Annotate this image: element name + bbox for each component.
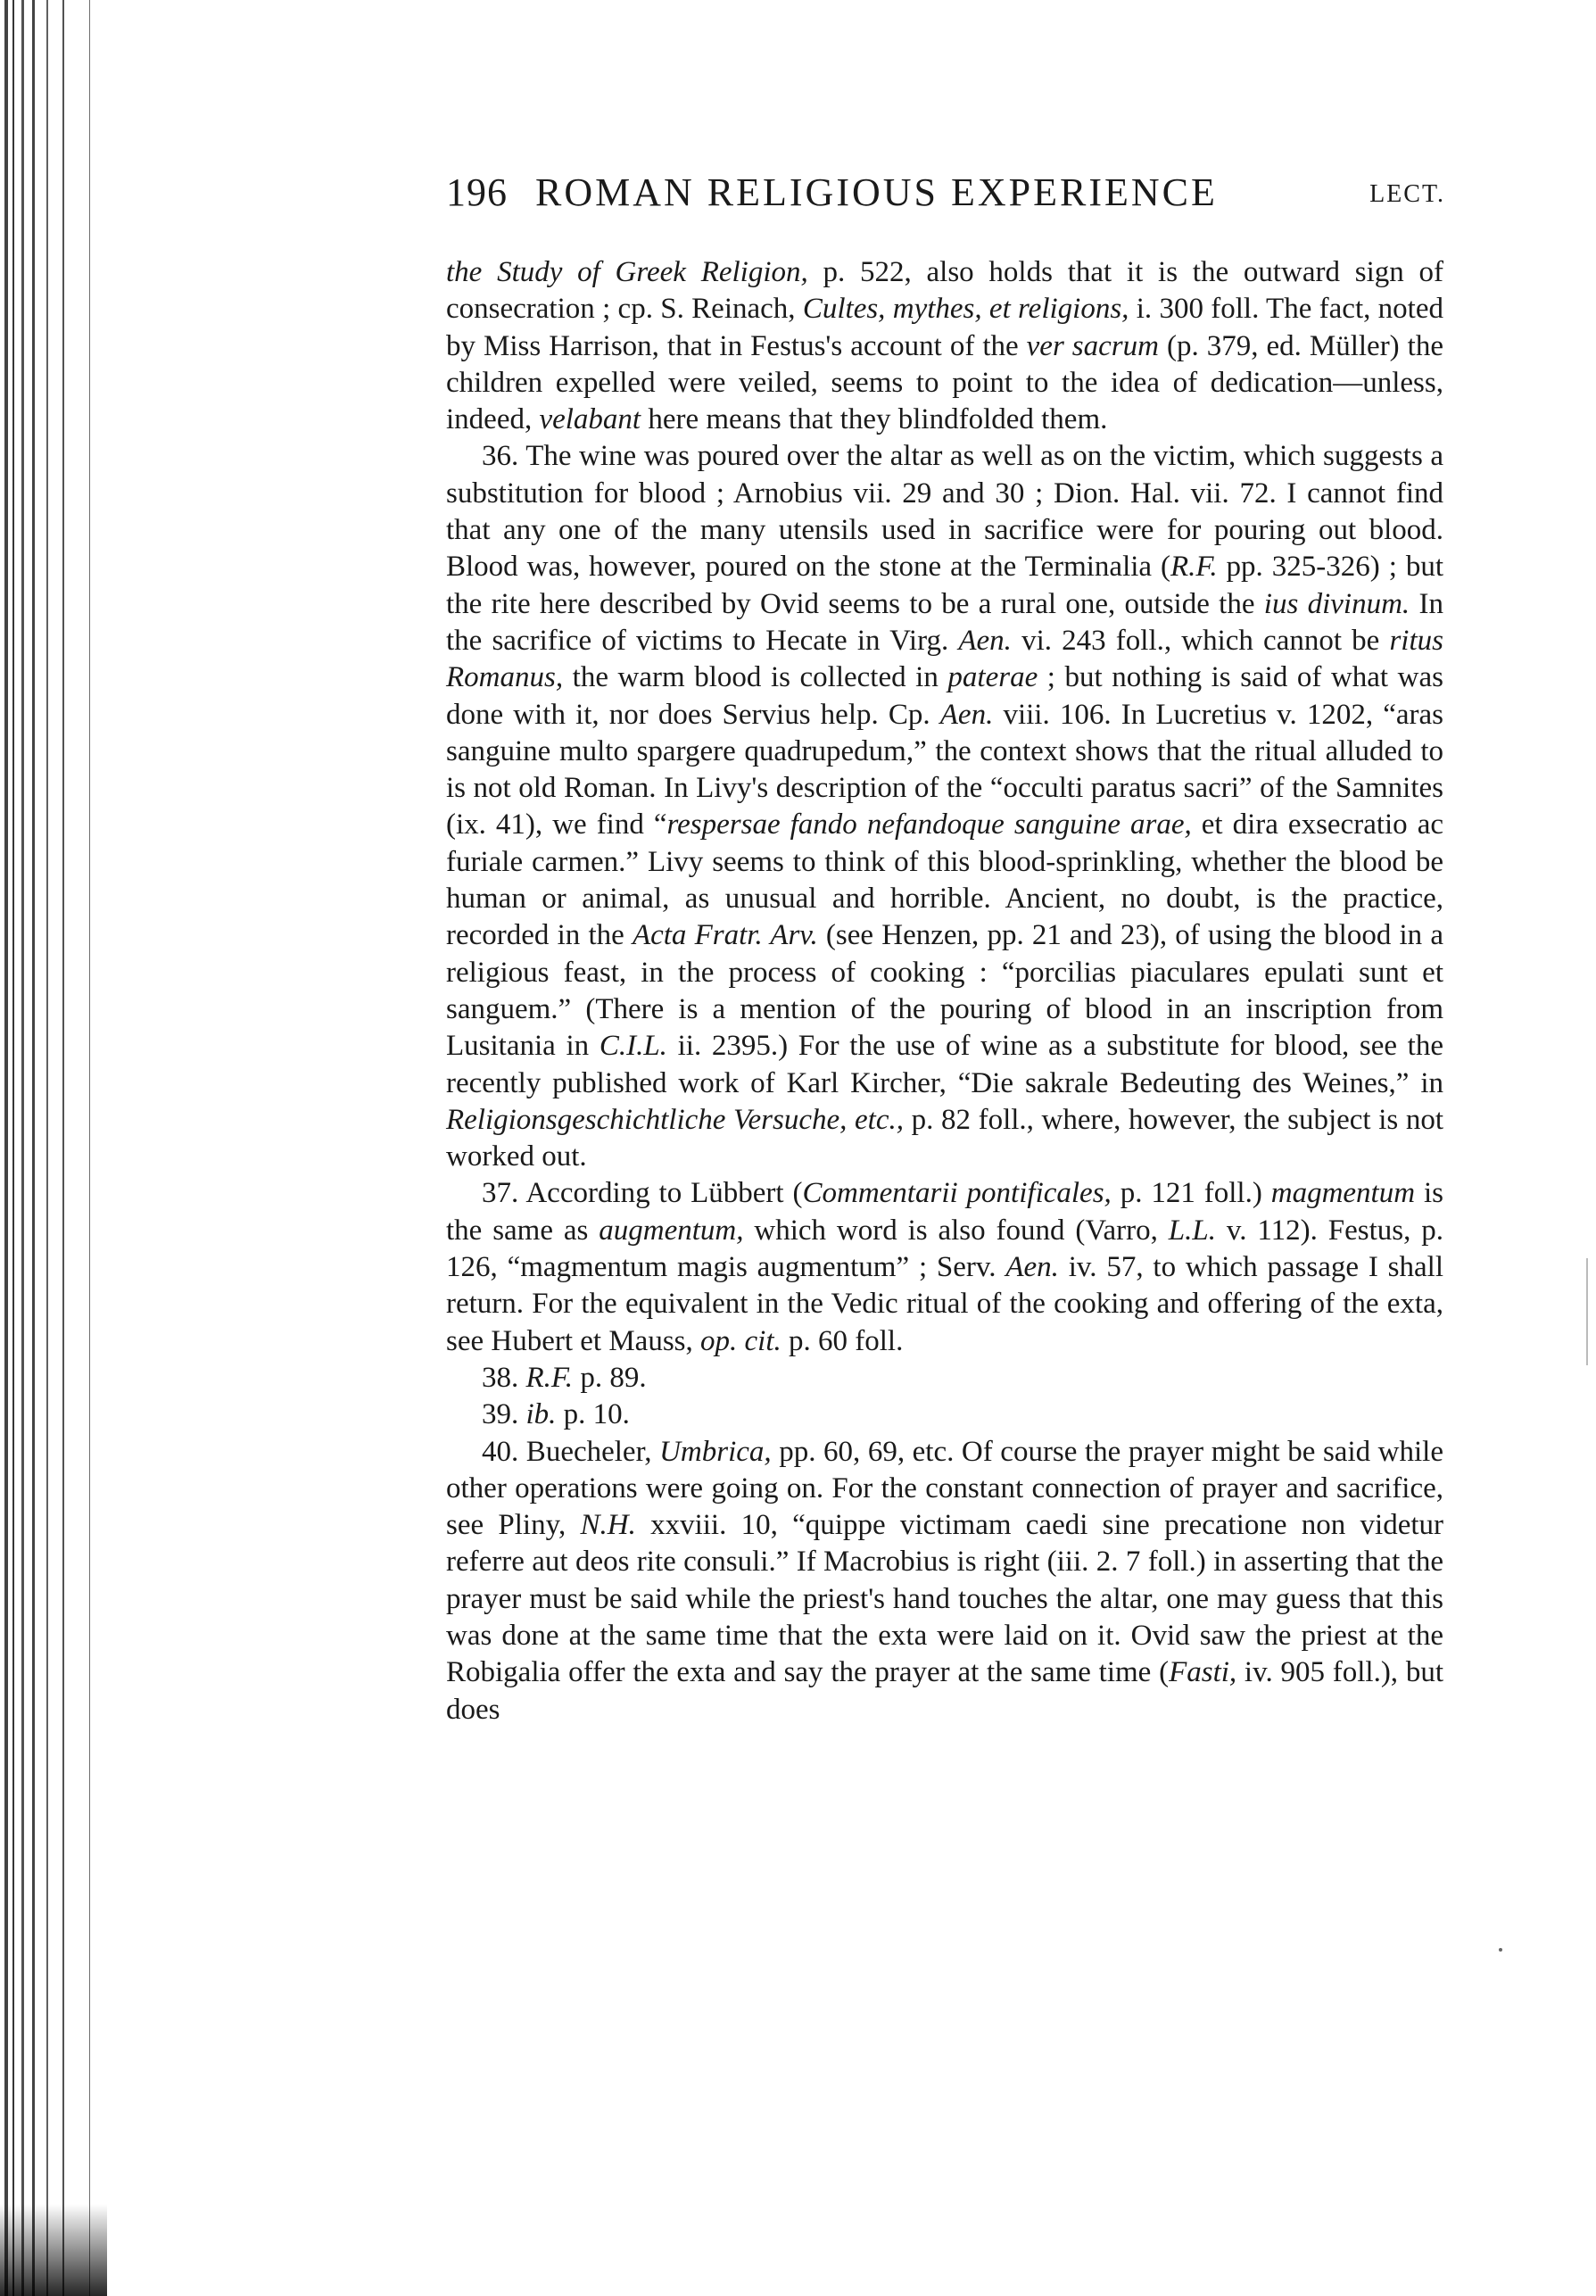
italic-run: L.L. [1168,1214,1217,1247]
note-40 [446,1434,1443,1728]
note-37 [446,1175,1443,1359]
italic-run: C.I.L. [599,1030,667,1063]
text-run: 36. The wine was poured over the altar as well as on the victim, which suggests a substitution for blood ; Arnobius vii. 29 and 30 ; Dion. Hal. vii. 72. I cannot find that any one of the many utensils used in sacrifice were for pouring out blood. Blood was, however, poured on the stone at the Terminalia ( [446,440,1443,584]
italic-run: magmentum [1270,1177,1416,1210]
italic-run: Religionsgeschichtliche Versuche, etc., [446,1103,904,1136]
note-38 [446,1360,1443,1397]
italic-run: op. cit. [700,1324,781,1357]
text-run: ; but nothing is said of what was done with it, nor does Servius help. Cp. [446,661,1443,731]
text-run: which word is also found (Varro, [743,1214,1169,1247]
page-binding-edge [0,0,120,2296]
margin-mark [1586,1258,1588,1365]
text-run: ii. 2395.) For the use of wine as a substitute for blood, see the recently published work of Karl Kircher, “Die sakrale Bedeuting des Weines,” in [446,1030,1443,1099]
running-title: ROMAN RELIGIOUS EXPERIENCE [535,170,1218,214]
italic-run: ver sacrum [1026,329,1159,362]
text-run: p. 82 foll., where, however, the subject is not worked out. [446,1103,1443,1173]
text-run: iv. 905 foll.), but does [446,1656,1443,1726]
italic-run: Commentarii pontificales, [802,1177,1112,1210]
text-run: 40. Buecheler, [482,1435,660,1468]
lecture-label: LECT. [1369,180,1445,208]
notes-text [446,254,1443,1728]
note-paragraph [446,254,1443,438]
text-run: (see Henzen, pp. 21 and 23), of using the blood in a religious feast, in the process of cooking : “porcilias piaculares epulati sunt et sanguem.” (There is a mention of the pouring of blood in an inscription from Lusitania in [446,919,1443,1063]
text-run: the warm blood is collected in [563,661,948,694]
text-run: 39. [482,1398,526,1431]
text-run: v. 112). Festus, p. 126, “magmentum magis augmentum” ; Serv. [446,1214,1443,1284]
note-36 [446,438,1443,1175]
italic-run: respersae fando nefandoque sanguine arae, [666,808,1192,841]
binding-shadow [0,2204,107,2296]
italic-run: R.F. [525,1361,574,1394]
text-run: iv. 57, to which passage I shall return. For the equivalent in the Vedic ritual of the cooking and offering of the exta, see Hubert et Mauss, [446,1251,1443,1357]
italic-run: Acta Fratr. Arv. [632,919,818,952]
italic-run: ib. [525,1398,557,1431]
italic-run: Aen. [958,624,1012,657]
text-run: pp. 325-326) ; but the rite here described by Ovid seems to be a rural one, outside the [446,551,1443,620]
text-run: 37. According to Lübbert ( [482,1177,803,1210]
text-run: xxviii. 10, “quippe victimam caedi sine precatione non videtur referre aut deos rite consuli.” If Macrobius is right (iii. 2. 7 foll.) in asserting that the prayer must be said while the priest's hand touches the altar, one may guess that this was done at the same time that the exta were laid on it. Ovid saw the priest at the Robigalia offer the exta and say the prayer at the same time ( [446,1509,1444,1689]
text-run: p. 10. [556,1398,630,1431]
running-header [446,170,1445,232]
italic-run: velabant [539,403,641,436]
text-run: p. 60 foll. [781,1324,904,1357]
italic-run: Cultes, mythes, et religions, [802,293,1129,326]
italic-run: ritus Romanus, [446,624,1443,694]
page-number: 196 [446,170,508,214]
text-run: et dira exsecratio ac furiale carmen.” Livy seems to think of this blood-sprinkling, whether the blood be human or animal, as unusual and horrible. Ancient, no doubt, is the practice, recorded in the [446,808,1443,952]
italic-run: Aen. [1005,1251,1059,1284]
text-run: viii. 106. In Lucretius v. 1202, “aras sanguine multo spargere quadrupedum,” the context shows that the ritual alluded to is not old Roman. In Livy's description of the “occulti paratus sacri” of the Samnites (ix. 41), we find “ [446,698,1443,841]
italic-run: Umbrica, [659,1435,772,1468]
italic-run: Fasti, [1169,1656,1237,1689]
italic-run: the Study of Greek Religion, [446,256,808,288]
note-39 [446,1397,1443,1433]
text-run: p. 89. [573,1361,647,1394]
italic-run: ius divinum. [1263,587,1410,620]
text-run: (p. 379, ed. Müller) the children expelled were veiled, seems to point to the idea of dedication—unless, indeed, [446,329,1443,436]
text-run: here means that they blindfolded them. [641,403,1108,436]
italic-run: N.H. [580,1509,636,1542]
text-run: vi. 243 foll., which cannot be [1011,624,1390,657]
ink-dot [1499,1948,1502,1952]
italic-run: paterae [947,661,1038,694]
italic-run: Aen. [939,698,994,731]
text-run: pp. 60, 69, etc. Of course the prayer might be said while other operations were going on. For the constant connection of prayer and sacrifice, see Pliny, [446,1435,1443,1542]
text-run: p. 522, also holds that it is the outward sign of consecration ; cp. S. Reinach, [446,256,1444,326]
text-run: 38. [482,1361,526,1394]
text-run: i. 300 foll. The fact, noted by Miss Harrison, that in Festus's account of the [446,293,1443,362]
text-run: In the sacrifice of victims to Hecate in Virg. [446,587,1443,657]
italic-run: augmentum, [599,1214,744,1247]
text-run: is the same as [446,1177,1443,1247]
italic-run: R.F. [1170,551,1218,584]
text-run: p. 121 foll.) [1111,1177,1271,1210]
